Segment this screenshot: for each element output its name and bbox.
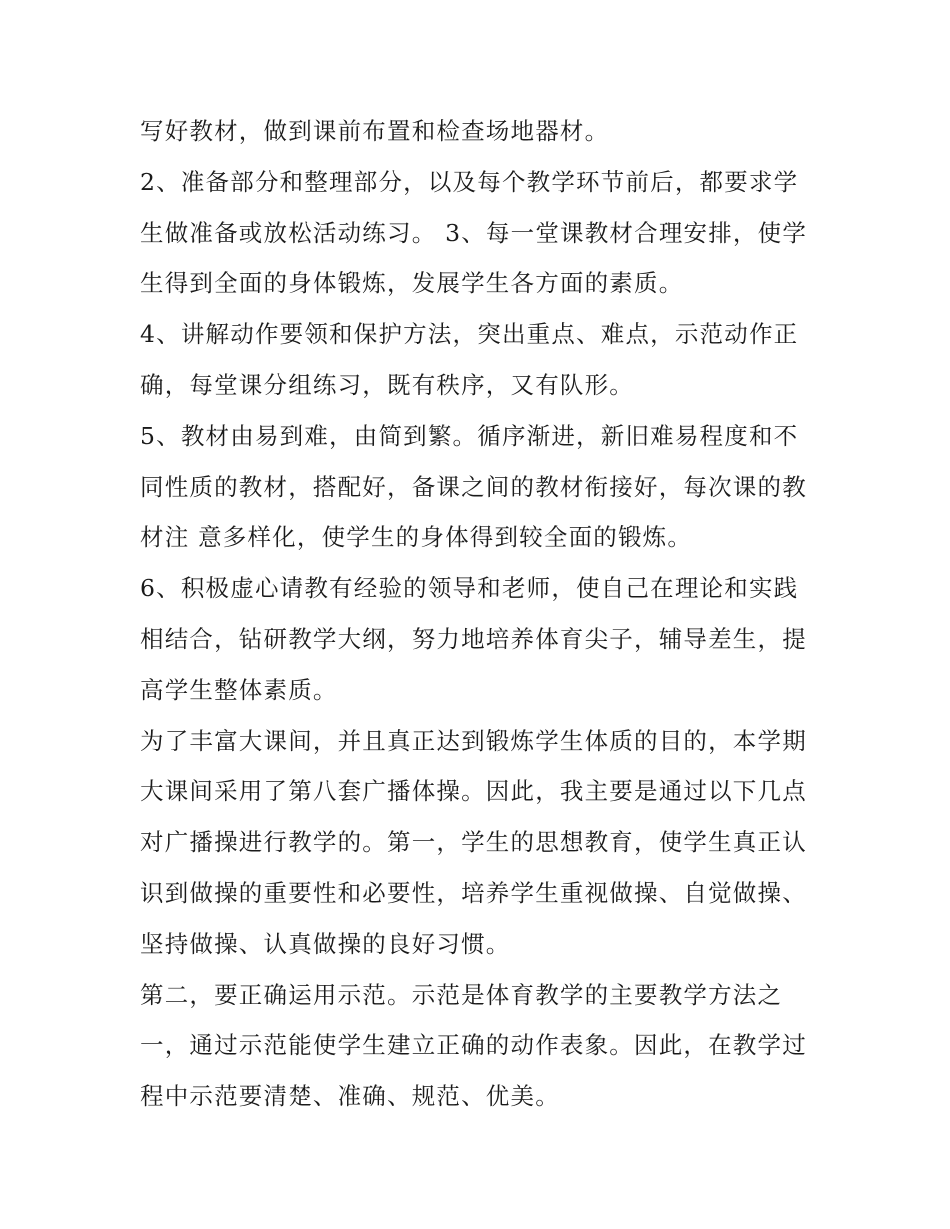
text-line: 坚持做操、认真做操的良好习惯。 xyxy=(140,929,511,958)
text-line: 材注 意多样化，使学生的身体得到较全面的锻炼。 xyxy=(140,523,693,552)
text-line: 同性质的教材，搭配好，备课之间的教材衔接好，每次课的教 xyxy=(140,472,807,501)
text-line: 识到做操的重要性和必要性，培养学生重视做操、自觉做操、 xyxy=(140,878,807,907)
text-line: 大课间采用了第八套广播体操。因此，我主要是通过以下几点 xyxy=(140,777,807,806)
text-line: 一，通过示范能使学生建立正确的动作表象。因此，在教学过 xyxy=(140,1031,807,1060)
text-line: 为了丰富大课间，并且真正达到锻炼学生体质的目的，本学期 xyxy=(140,726,807,755)
text-line: 程中示范要清楚、准确、规范、优美。 xyxy=(140,1082,560,1111)
text-line: 相结合，钻研教学大纲，努力地培养体育尖子，辅导差生，提 xyxy=(140,624,807,653)
text-line: 6、积极虚心请教有经验的领导和老师，使自己在理论和实践 xyxy=(140,574,799,603)
document-body xyxy=(140,106,820,1122)
text-line: 高学生整体素质。 xyxy=(140,675,338,704)
text-line: 生得到全面的身体锻炼，发展学生各方面的素质。 xyxy=(140,269,684,298)
text-line: 2、准备部分和整理部分，以及每个教学环节前后，都要求学 xyxy=(140,167,799,196)
text-line: 5、教材由易到难，由简到繁。循序渐进，新旧难易程度和不 xyxy=(140,421,799,450)
text-line: 第二，要正确运用示范。示范是体育教学的主要教学方法之 xyxy=(140,980,783,1009)
text-line: 生做准备或放松活动练习。 3、每一堂课教材合理安排，使学 xyxy=(140,218,808,247)
text-line: 4、讲解动作要领和保护方法，突出重点、难点，示范动作正 xyxy=(140,320,799,349)
text-line: 对广播操进行教学的。第一，学生的思想教育，使学生真正认 xyxy=(140,828,807,857)
text-line: 确，每堂课分组练习，既有秩序，又有队形。 xyxy=(140,370,634,399)
text-line: 写好教材，做到课前布置和检查场地器材。 xyxy=(140,117,610,145)
